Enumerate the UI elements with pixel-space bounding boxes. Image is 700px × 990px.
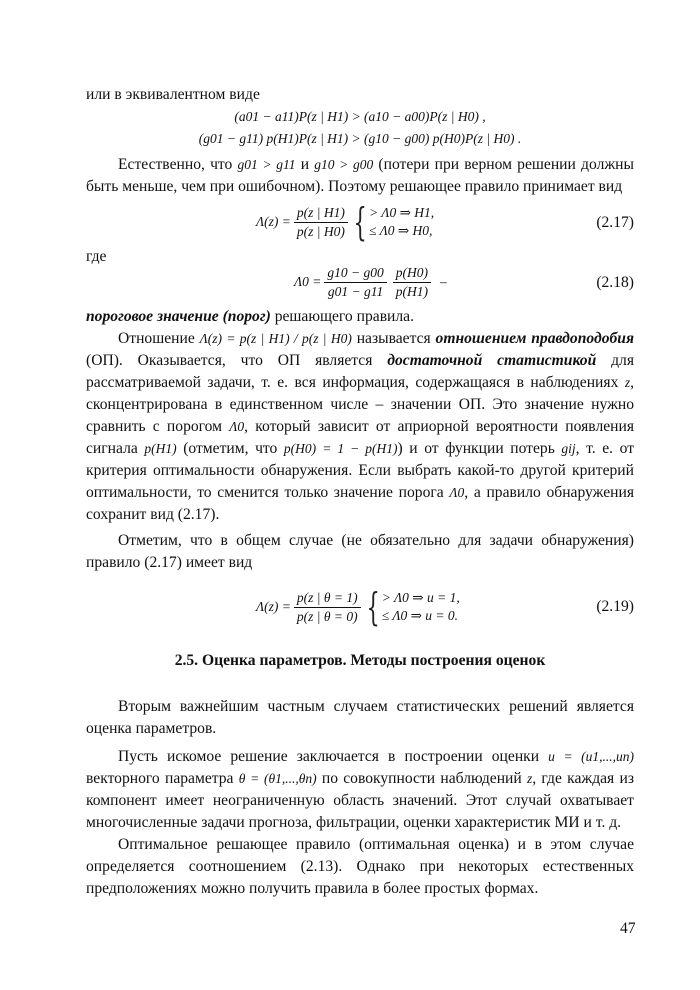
eq18-dash: –	[440, 274, 447, 289]
math-inline: g01 > g11	[237, 157, 296, 172]
paragraph-likelihood	[86, 328, 634, 526]
text: Пусть искомое решение заключается в построении оценки	[118, 748, 540, 765]
equation-a: (a01 − a11)P(z | H1) > (a10 − a00)P(z | H0) ,	[234, 109, 486, 124]
equation-2-19	[86, 584, 634, 630]
equation-number: (2.18)	[596, 274, 634, 291]
term-threshold: пороговое значение (порог)	[86, 308, 271, 325]
paragraph-threshold	[86, 306, 634, 328]
page-number: 47	[620, 920, 636, 937]
math-inline: θ = (θ1,...,θn)	[238, 771, 317, 786]
text: Отношение	[118, 330, 195, 347]
equation-b: (g01 − g11) p(H1)P(z | H1) > (g10 − g00) p(H0)P(z | H0) .	[198, 131, 522, 146]
eq17-case-2: ≤ Λ0 ⇒ H0,	[369, 223, 433, 238]
text: по совокупности наблюдений	[321, 770, 522, 787]
paragraph-estimation: Вторым важнейшим частным случаем статистических решений является оценка параметров.	[86, 698, 634, 737]
eq19-case-2: ≤ Λ0 ⇒ u = 0.	[381, 608, 459, 623]
brace-icon: {	[353, 200, 367, 244]
math-inline: u = (u1,...,un)	[548, 749, 634, 764]
text: для рассматриваемой задачи, т. е. вся информация, содержащаяся в наблюдениях	[86, 352, 634, 391]
text: , а правило обнаружения сохранит вид (2.17).	[86, 484, 634, 523]
term-likelihood-ratio: отношением правдоподобия	[435, 330, 634, 347]
text: (ОП). Оказывается, что ОП является	[86, 352, 373, 369]
math-inline: p(H1)	[144, 441, 177, 456]
eq19-denominator: p(z | θ = 0)	[296, 608, 358, 624]
paragraph-where: где	[86, 248, 107, 265]
math-inline: g10 > g00	[314, 157, 374, 172]
text: решающего правила.	[274, 308, 415, 325]
eq18-lhs: Λ0 =	[294, 274, 322, 289]
eq17-fraction	[294, 204, 348, 241]
math-inline: p(H0) = 1 − p(H1)	[283, 441, 398, 456]
term-sufficient-statistic: достаточной статистикой	[387, 352, 597, 369]
eq18-numerator-1: g10 − g00	[324, 264, 386, 283]
paragraph-vector-estimate	[86, 746, 634, 834]
paragraph-losses	[86, 154, 634, 198]
paragraph-general-case: Отметим, что в общем случае (не обязательно для задачи обнаружения) правило (2.17) имеет вид	[86, 532, 634, 571]
text: называется	[356, 330, 431, 347]
eq17-case-1: > Λ0 ⇒ H1,	[369, 205, 435, 220]
brace-icon: {	[366, 585, 380, 629]
eq18-numerator-2: p(H0)	[393, 264, 431, 283]
math-inline: z	[527, 771, 533, 786]
eq18-denominator-1: g01 − g11	[327, 283, 384, 299]
section-heading: 2.5. Оценка параметров. Методы построения оценок	[174, 652, 546, 669]
math-inline: Λ(z) = p(z | H1) / p(z | H0)	[199, 331, 352, 346]
math-inline: gij	[561, 441, 576, 456]
text: Естественно, что	[118, 156, 233, 173]
text: ) и от функции потерь	[397, 440, 555, 457]
eq19-case-1: > Λ0 ⇒ u = 1,	[381, 590, 460, 605]
equation-2-17	[86, 200, 634, 244]
text: (потери при верном решении должны быть меньше, чем при ошибочном). Поэтому решающее правило принимает вид	[86, 156, 634, 195]
text: , т. е. от критерия оптимальности обнаружения. Если выбрать какой-то другой критерий оптимальности, то сменится только значение порога	[86, 440, 635, 501]
eq18-denominator-2: p(H1)	[395, 283, 429, 299]
eq17-lhs: Λ(z) =	[256, 214, 291, 229]
eq17-denominator: p(z | H0)	[296, 223, 345, 239]
eq19-lhs: Λ(z) =	[256, 599, 291, 614]
equation-number: (2.19)	[596, 598, 634, 615]
eq18-fraction-2	[393, 264, 431, 301]
text: и	[300, 156, 310, 173]
paragraph-intro: или в эквивалентном виде	[86, 86, 260, 103]
eq18-fraction-1	[324, 264, 386, 301]
text: векторного параметра	[86, 770, 234, 787]
page-body	[86, 84, 634, 900]
eq19-fraction	[294, 589, 361, 626]
math-inline: Λ0	[229, 419, 245, 434]
math-inline: Λ0	[449, 485, 465, 500]
text: , который зависит от априорной вероятности появления сигнала	[86, 418, 635, 457]
eq17-numerator: p(z | H1)	[294, 204, 348, 223]
eq19-cases	[382, 589, 460, 625]
text: , где каждая из компонент имеет неограниченную область значений. Этот случай охватывает многочисленные задачи прогноза, фильтрации, оценки характеристик МИ и т. д.	[86, 770, 634, 831]
paragraph-optimal-rule: Оптимальное решающее правило (оптимальная оценка) и в этом случае определяется соотношением (2.13). Однако при некоторых естественных предположениях можно получить правила в более простых формах.	[86, 836, 634, 897]
equation-2-18	[86, 260, 634, 304]
eq19-numerator: p(z | θ = 1)	[294, 589, 361, 608]
eq17-cases	[369, 204, 434, 240]
text: (отметим, что	[183, 440, 278, 457]
equation-number: (2.17)	[596, 214, 634, 231]
text: , сконцентрирована в единственном числе – значении ОП. Это значение нужно сравнить с порогом	[86, 374, 634, 435]
math-inline: z	[624, 375, 631, 390]
